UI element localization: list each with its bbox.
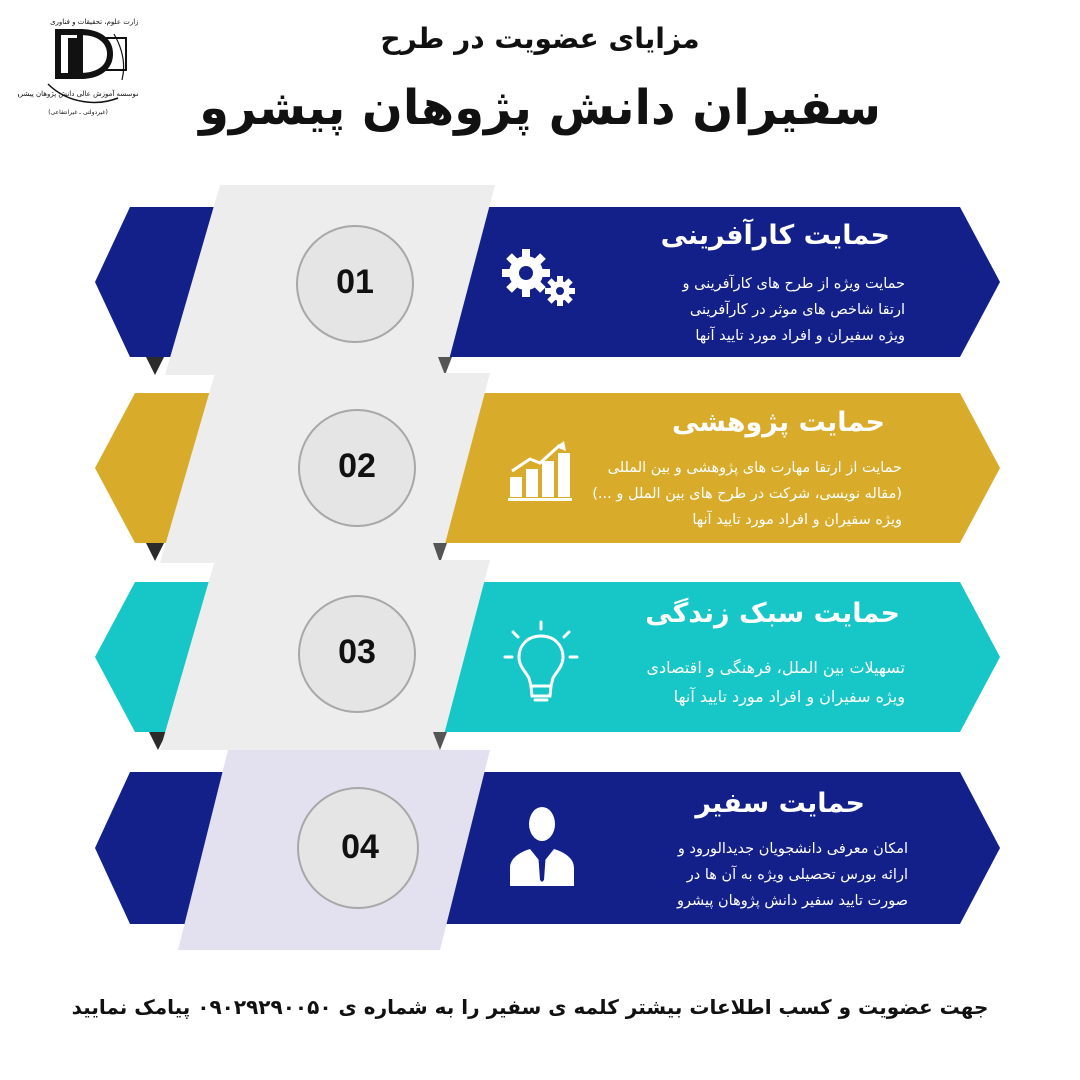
banner-line: حمایت ویژه از طرح های کارآفرینی و	[682, 276, 905, 292]
banner-description	[575, 271, 905, 349]
banner-line: صورت تایید سفیر دانش پژوهان پیشرو	[677, 893, 908, 909]
banner-title: حمایت کارآفرینی	[660, 220, 890, 251]
gears-icon	[498, 243, 578, 317]
banner-number: 03	[338, 633, 376, 671]
page-subtitle: مزایای عضویت در طرح	[380, 22, 700, 55]
person-icon	[508, 802, 576, 894]
banner-line: (مقاله نویسی، شرکت در طرح های بین الملل و ...)	[592, 486, 902, 502]
banner-line: ویژه سفیران و افراد مورد تایید آنها	[692, 512, 902, 528]
page-title: سفیران دانش پژوهان پیشرو	[199, 80, 881, 136]
banner-line: ویژه سفیران و افراد مورد تایید آنها	[695, 328, 905, 344]
banner-description	[578, 836, 908, 914]
banner-number: 02	[338, 447, 376, 485]
banner-number: 01	[336, 263, 374, 301]
banner-title: حمایت سبک زندگی	[645, 598, 900, 629]
institute-logo	[18, 14, 138, 124]
benefit-banner-research	[0, 373, 1080, 563]
banner-line: حمایت از ارتقا مهارت های پژوهشی و بین المللی	[607, 460, 902, 476]
benefit-banner-entrepreneurship	[0, 185, 1080, 375]
benefit-banner-ambassador	[0, 750, 1080, 950]
banner-description	[522, 455, 902, 533]
banner-line: امکان معرفی دانشجویان جدیدالورود و	[677, 841, 908, 857]
banner-line: ویژه سفیران و افراد مورد تایید آنها	[673, 687, 905, 706]
banner-line: ارتقا شاخص های موثر در کارآفرینی	[689, 302, 905, 318]
logo-caption-main: موسسه آموزش عالی دانش پژوهان پیشرو	[18, 90, 138, 98]
footer-call-to-action: جهت عضویت و کسب اطلاعات بیشتر کلمه ی سفیر را به شماره ی ۰۹۰۲۹۲۹۰۰۵۰ پیامک نمایید	[71, 995, 989, 1019]
logo-caption-top: وزارت علوم، تحقیقات و فناوری	[50, 18, 138, 26]
lightbulb-icon	[503, 620, 579, 708]
banner-title: حمایت پژوهشی	[671, 407, 885, 438]
banner-description	[575, 653, 905, 711]
banner-line: ارائه بورس تحصیلی ویژه به آن ها در	[686, 867, 908, 883]
banner-number: 04	[341, 828, 379, 866]
banner-line: تسهیلات بین الملل، فرهنگی و اقتصادی	[646, 658, 905, 677]
banner-title: حمایت سفیر	[695, 788, 865, 819]
benefit-banner-lifestyle	[0, 560, 1080, 750]
logo-caption-sub: (غیردولتی ـ غیرانتفاعی)	[48, 109, 108, 116]
